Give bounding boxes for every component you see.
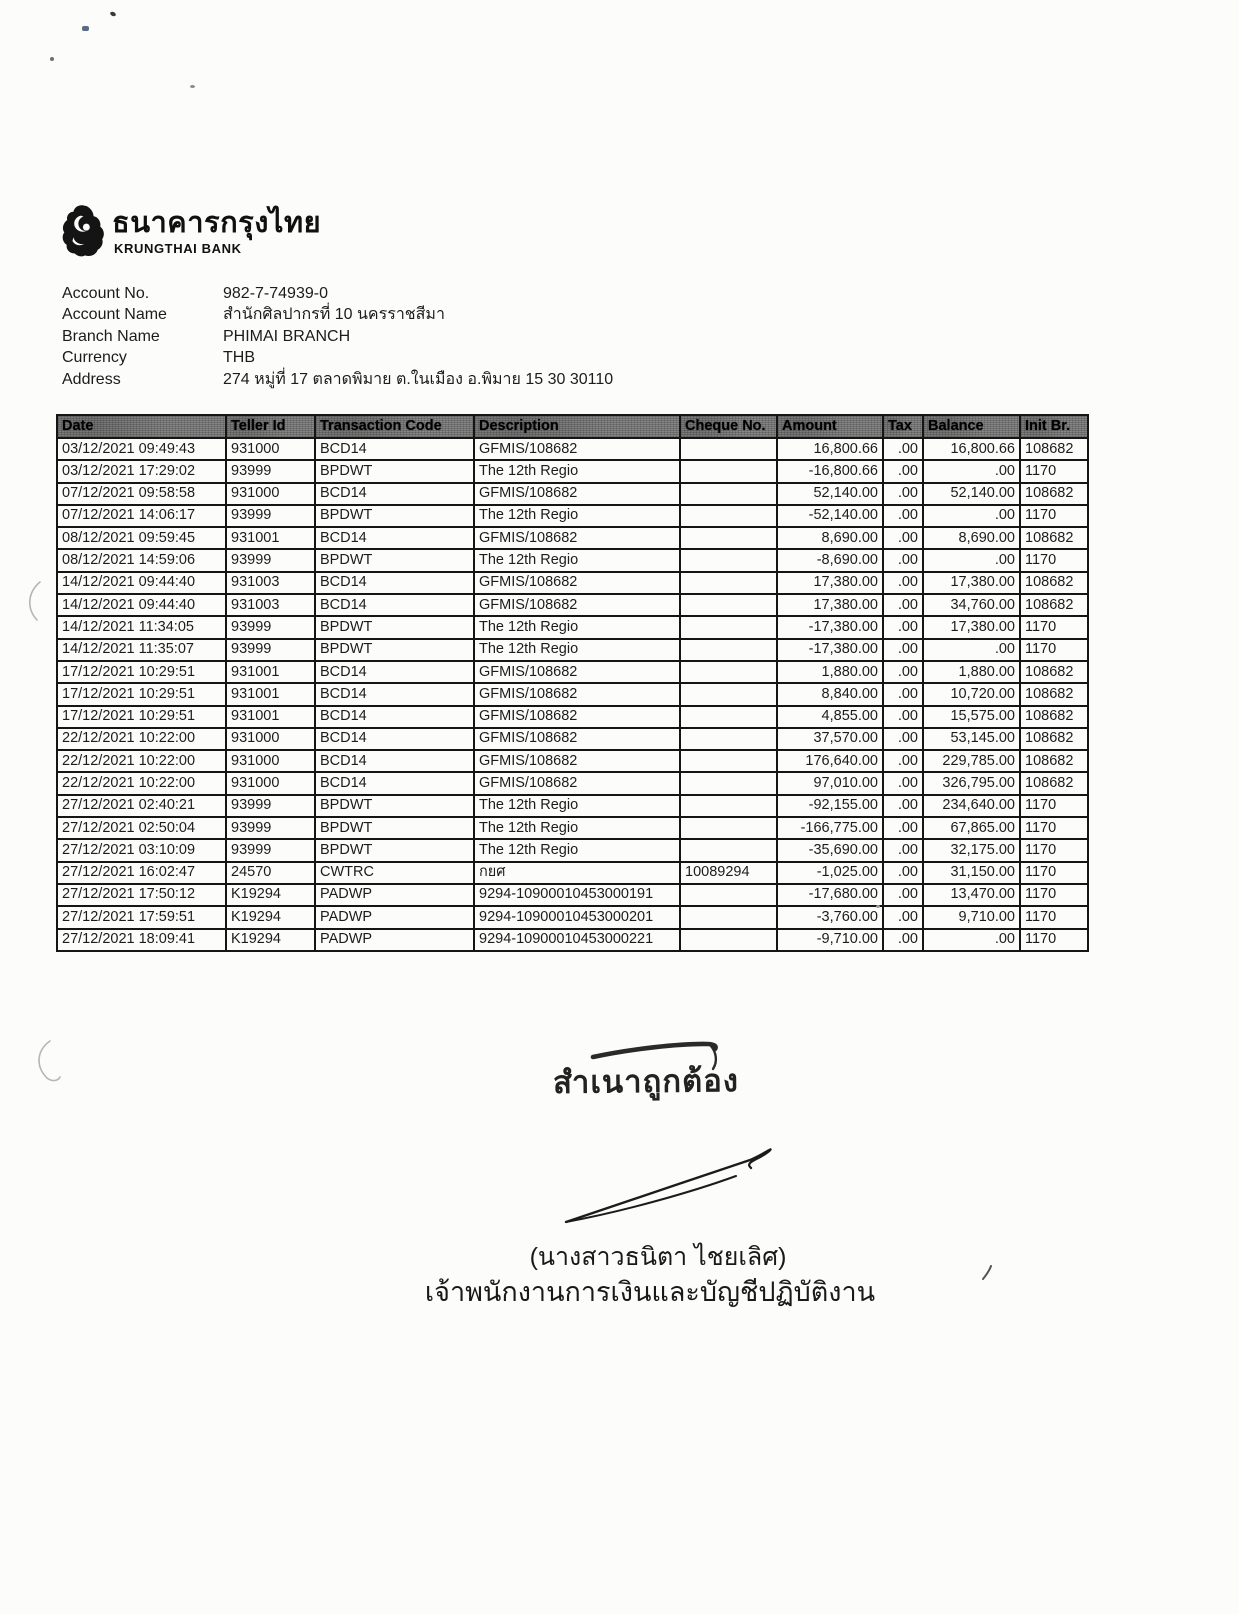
table-cell: 229,785.00 (923, 750, 1020, 772)
account-name-label: Account Name (62, 306, 167, 324)
table-cell: 17/12/2021 10:29:51 (57, 661, 226, 683)
table-cell: 52,140.00 (777, 483, 883, 505)
table-cell: 1170 (1020, 549, 1088, 571)
table-cell: .00 (883, 884, 923, 906)
table-cell: BCD14 (315, 438, 474, 460)
table-cell (680, 706, 777, 728)
table-cell: .00 (883, 750, 923, 772)
table-cell: BPDWT (315, 817, 474, 839)
table-cell: 108682 (1020, 438, 1088, 460)
table-cell: 931003 (226, 594, 315, 616)
table-cell: 27/12/2021 17:50:12 (57, 884, 226, 906)
account-info (62, 283, 613, 390)
table-cell: The 12th Regio (474, 795, 680, 817)
table-row (57, 505, 1088, 527)
table-cell: The 12th Regio (474, 817, 680, 839)
table-cell (680, 438, 777, 460)
table-cell: BCD14 (315, 594, 474, 616)
col-header-date: Date (57, 415, 226, 438)
table-header-row (57, 415, 1088, 438)
branch-name-value: PHIMAI BRANCH (223, 327, 351, 345)
table-cell: .00 (883, 839, 923, 861)
signer-title: เจ้าพนักงานการเงินและบัญชีปฏิบัติงาน (424, 1277, 876, 1307)
table-cell: 108682 (1020, 728, 1088, 750)
margin-scan-curve (34, 1038, 62, 1088)
col-header-amount: Amount (777, 415, 883, 438)
table-row (57, 750, 1088, 772)
table-row (57, 683, 1088, 705)
table-cell: 14/12/2021 11:35:07 (57, 639, 226, 661)
table-cell (680, 929, 777, 951)
table-cell: 931000 (226, 772, 315, 794)
table-row (57, 906, 1088, 928)
table-cell: .00 (883, 706, 923, 728)
table-cell: GFMIS/108682 (474, 594, 680, 616)
address-label: Address (62, 370, 121, 388)
table-cell: PADWP (315, 884, 474, 906)
table-cell: 24570 (226, 862, 315, 884)
scan-speck (876, 905, 880, 908)
table-cell: 931000 (226, 750, 315, 772)
bank-name-english: KRUNGTHAI BANK (114, 241, 242, 257)
table-cell: -52,140.00 (777, 505, 883, 527)
table-cell: .00 (923, 505, 1020, 527)
table-cell: 13,470.00 (923, 884, 1020, 906)
table-cell: -35,690.00 (777, 839, 883, 861)
table-cell: The 12th Regio (474, 839, 680, 861)
table-cell: 27/12/2021 17:59:51 (57, 906, 226, 928)
table-cell: -17,680.00 (777, 884, 883, 906)
table-cell: .00 (883, 460, 923, 482)
table-row (57, 438, 1088, 460)
table-cell: 17/12/2021 10:29:51 (57, 683, 226, 705)
table-cell: 14/12/2021 11:34:05 (57, 616, 226, 638)
table-cell (680, 795, 777, 817)
branch-name-row (62, 326, 613, 347)
table-cell: BCD14 (315, 728, 474, 750)
table-cell: GFMIS/108682 (474, 706, 680, 728)
table-row (57, 795, 1088, 817)
table-row (57, 483, 1088, 505)
table-cell: .00 (923, 549, 1020, 571)
table-cell: CWTRC (315, 862, 474, 884)
table-row (57, 772, 1088, 794)
table-cell: 27/12/2021 02:40:21 (57, 795, 226, 817)
table-cell: BCD14 (315, 706, 474, 728)
col-header-init-br: Init Br. (1020, 415, 1088, 438)
table-cell: The 12th Regio (474, 505, 680, 527)
table-cell: 15,575.00 (923, 706, 1020, 728)
table-row (57, 594, 1088, 616)
table-cell: GFMIS/108682 (474, 728, 680, 750)
table-row (57, 639, 1088, 661)
pen-tick-mark (980, 1264, 996, 1282)
table-row (57, 884, 1088, 906)
statement-table-body (57, 438, 1088, 951)
col-header-transaction-code: Transaction Code (315, 415, 474, 438)
table-cell: -3,760.00 (777, 906, 883, 928)
table-cell: 16,800.66 (923, 438, 1020, 460)
table-cell (680, 884, 777, 906)
table-cell: .00 (883, 683, 923, 705)
table-cell: .00 (883, 483, 923, 505)
table-cell (680, 661, 777, 683)
table-cell (680, 839, 777, 861)
table-cell: 07/12/2021 09:58:58 (57, 483, 226, 505)
table-cell: 93999 (226, 460, 315, 482)
table-cell: The 12th Regio (474, 549, 680, 571)
table-cell: 108682 (1020, 527, 1088, 549)
transactions-table (56, 414, 1089, 952)
table-cell: 10,720.00 (923, 683, 1020, 705)
account-number-value: 982-7-74939-0 (223, 285, 328, 302)
table-cell: 07/12/2021 14:06:17 (57, 505, 226, 527)
table-cell: 176,640.00 (777, 750, 883, 772)
table-cell: GFMIS/108682 (474, 438, 680, 460)
account-name-row (62, 304, 613, 325)
table-cell: BPDWT (315, 549, 474, 571)
table-cell: 931001 (226, 706, 315, 728)
table-cell: BCD14 (315, 572, 474, 594)
table-cell: 32,175.00 (923, 839, 1020, 861)
table-cell: .00 (883, 505, 923, 527)
table-cell: .00 (883, 527, 923, 549)
address-value: 274 หมู่ที่ 17 ตลาดพิมาย ต.ในเมือง อ.พิมาย 15 30 30110 (223, 370, 614, 388)
table-cell: 1,880.00 (923, 661, 1020, 683)
krungthai-bird-icon (60, 202, 106, 258)
table-cell: 9294-10900010453000221 (474, 929, 680, 951)
table-cell: 10089294 (680, 862, 777, 884)
table-cell: 17/12/2021 10:29:51 (57, 706, 226, 728)
table-cell: 108682 (1020, 772, 1088, 794)
table-cell: 93999 (226, 817, 315, 839)
table-cell: 31,150.00 (923, 862, 1020, 884)
table-cell: 108682 (1020, 594, 1088, 616)
table-cell: 14/12/2021 09:44:40 (57, 572, 226, 594)
table-cell: .00 (883, 862, 923, 884)
table-cell (680, 505, 777, 527)
table-cell: -8,690.00 (777, 549, 883, 571)
table-cell: .00 (883, 616, 923, 638)
table-cell: 22/12/2021 10:22:00 (57, 772, 226, 794)
table-cell: BCD14 (315, 683, 474, 705)
table-cell: BCD14 (315, 750, 474, 772)
table-cell: 22/12/2021 10:22:00 (57, 750, 226, 772)
table-row (57, 460, 1088, 482)
scan-speck (109, 11, 116, 17)
table-cell: 931000 (226, 438, 315, 460)
table-cell: BCD14 (315, 661, 474, 683)
table-cell: K19294 (226, 906, 315, 928)
table-cell: 9,710.00 (923, 906, 1020, 928)
table-cell: 931001 (226, 683, 315, 705)
table-cell (680, 772, 777, 794)
table-cell: 93999 (226, 549, 315, 571)
table-cell: The 12th Regio (474, 460, 680, 482)
scan-speck (82, 26, 89, 31)
table-cell: 1170 (1020, 460, 1088, 482)
col-header-teller-id: Teller Id (226, 415, 315, 438)
table-cell: BPDWT (315, 839, 474, 861)
table-cell: GFMIS/108682 (474, 527, 680, 549)
table-cell: 27/12/2021 18:09:41 (57, 929, 226, 951)
table-cell: BCD14 (315, 772, 474, 794)
col-header-cheque-no: Cheque No. (680, 415, 777, 438)
table-cell: 234,640.00 (923, 795, 1020, 817)
table-cell (680, 594, 777, 616)
table-row (57, 862, 1088, 884)
table-cell: 27/12/2021 02:50:04 (57, 817, 226, 839)
table-row (57, 616, 1088, 638)
table-cell: 1170 (1020, 639, 1088, 661)
table-cell: 93999 (226, 616, 315, 638)
table-cell: GFMIS/108682 (474, 683, 680, 705)
table-cell: 8,840.00 (777, 683, 883, 705)
table-cell: .00 (883, 817, 923, 839)
table-cell: .00 (883, 772, 923, 794)
table-cell (680, 728, 777, 750)
table-cell: 17,380.00 (923, 616, 1020, 638)
table-cell: 108682 (1020, 706, 1088, 728)
table-row (57, 549, 1088, 571)
scan-speck (50, 57, 54, 61)
table-cell: BPDWT (315, 505, 474, 527)
certified-copy-stamp: สำเนาถูกต้อง (552, 1063, 740, 1100)
table-cell: 08/12/2021 14:59:06 (57, 549, 226, 571)
table-row (57, 661, 1088, 683)
table-cell: 17,380.00 (923, 572, 1020, 594)
table-cell: BCD14 (315, 483, 474, 505)
table-cell: 93999 (226, 839, 315, 861)
table-cell (680, 483, 777, 505)
table-cell: .00 (883, 594, 923, 616)
table-cell: 108682 (1020, 483, 1088, 505)
table-cell (680, 817, 777, 839)
table-cell: 1170 (1020, 616, 1088, 638)
table-cell (680, 906, 777, 928)
table-cell: -17,380.00 (777, 639, 883, 661)
table-cell: 34,760.00 (923, 594, 1020, 616)
table-cell: 03/12/2021 17:29:02 (57, 460, 226, 482)
table-cell: BPDWT (315, 795, 474, 817)
table-cell: 22/12/2021 10:22:00 (57, 728, 226, 750)
table-cell (680, 750, 777, 772)
table-cell: 1170 (1020, 505, 1088, 527)
table-cell: PADWP (315, 906, 474, 928)
table-cell (680, 572, 777, 594)
table-cell: GFMIS/108682 (474, 772, 680, 794)
table-cell: 1170 (1020, 839, 1088, 861)
scan-speck (190, 85, 195, 88)
account-number-row (62, 283, 613, 304)
table-cell: BPDWT (315, 460, 474, 482)
table-cell: .00 (923, 460, 1020, 482)
table-cell: BPDWT (315, 639, 474, 661)
table-cell: 931000 (226, 728, 315, 750)
table-cell: กยศ (474, 862, 680, 884)
table-cell: .00 (883, 929, 923, 951)
table-cell: GFMIS/108682 (474, 661, 680, 683)
table-cell: 1170 (1020, 817, 1088, 839)
table-cell: .00 (883, 572, 923, 594)
table-cell: 93999 (226, 505, 315, 527)
table-cell (680, 460, 777, 482)
table-cell: 931001 (226, 527, 315, 549)
signature (540, 1128, 790, 1238)
table-cell: K19294 (226, 929, 315, 951)
table-cell: 1,880.00 (777, 661, 883, 683)
table-cell: PADWP (315, 929, 474, 951)
table-cell: 27/12/2021 16:02:47 (57, 862, 226, 884)
table-cell: 1170 (1020, 929, 1088, 951)
table-cell: .00 (883, 639, 923, 661)
table-cell: 931001 (226, 661, 315, 683)
table-cell: 97,010.00 (777, 772, 883, 794)
table-cell: -17,380.00 (777, 616, 883, 638)
account-number-label: Account No. (62, 285, 150, 302)
table-cell: 931003 (226, 572, 315, 594)
table-cell: .00 (883, 549, 923, 571)
table-cell: 37,570.00 (777, 728, 883, 750)
table-cell: BCD14 (315, 527, 474, 549)
table-cell (680, 683, 777, 705)
table-cell: 4,855.00 (777, 706, 883, 728)
table-cell: 67,865.00 (923, 817, 1020, 839)
table-cell: GFMIS/108682 (474, 483, 680, 505)
table-cell: The 12th Regio (474, 639, 680, 661)
account-name-value: สำนักศิลปากรที่ 10 นครราชสีมา (223, 306, 445, 324)
table-cell: 52,140.00 (923, 483, 1020, 505)
table-cell: -1,025.00 (777, 862, 883, 884)
table-row (57, 706, 1088, 728)
table-cell (680, 527, 777, 549)
table-cell: K19294 (226, 884, 315, 906)
table-cell (680, 639, 777, 661)
table-cell: 108682 (1020, 572, 1088, 594)
table-cell: 53,145.00 (923, 728, 1020, 750)
table-cell: 93999 (226, 795, 315, 817)
table-cell: -166,775.00 (777, 817, 883, 839)
bank-logo (60, 202, 321, 258)
table-cell (680, 549, 777, 571)
table-cell: 03/12/2021 09:49:43 (57, 438, 226, 460)
table-cell: 108682 (1020, 661, 1088, 683)
table-cell: .00 (883, 795, 923, 817)
table-row (57, 572, 1088, 594)
col-header-balance: Balance (923, 415, 1020, 438)
table-cell: 17,380.00 (777, 572, 883, 594)
currency-label: Currency (62, 349, 127, 367)
signer-name: (นางสาวธนิตา ไชยเลิศ) (529, 1243, 787, 1271)
table-cell: GFMIS/108682 (474, 750, 680, 772)
table-cell: 93999 (226, 639, 315, 661)
table-cell: 326,795.00 (923, 772, 1020, 794)
table-row (57, 527, 1088, 549)
table-cell: 1170 (1020, 862, 1088, 884)
table-cell: .00 (883, 438, 923, 460)
table-cell: .00 (923, 929, 1020, 951)
table-cell (680, 616, 777, 638)
table-cell: BPDWT (315, 616, 474, 638)
table-cell: The 12th Regio (474, 616, 680, 638)
table-row (57, 839, 1088, 861)
table-cell: -92,155.00 (777, 795, 883, 817)
table-cell: -9,710.00 (777, 929, 883, 951)
table-row (57, 929, 1088, 951)
table-cell: 14/12/2021 09:44:40 (57, 594, 226, 616)
table-cell: 08/12/2021 09:59:45 (57, 527, 226, 549)
table-cell: 8,690.00 (923, 527, 1020, 549)
table-cell: 9294-10900010453000201 (474, 906, 680, 928)
table-cell: 27/12/2021 03:10:09 (57, 839, 226, 861)
table-cell: -16,800.66 (777, 460, 883, 482)
currency-row (62, 347, 613, 368)
currency-value: THB (223, 349, 255, 367)
table-row (57, 728, 1088, 750)
branch-name-label: Branch Name (62, 327, 160, 345)
bank-name-thai: ธนาคารกรุงไทย (112, 207, 322, 239)
table-cell: .00 (883, 906, 923, 928)
table-cell: 8,690.00 (777, 527, 883, 549)
table-cell: GFMIS/108682 (474, 572, 680, 594)
table-cell: 108682 (1020, 750, 1088, 772)
table-row (57, 817, 1088, 839)
table-cell: .00 (923, 639, 1020, 661)
col-header-description: Description (474, 415, 680, 438)
table-cell: 931000 (226, 483, 315, 505)
table-cell: .00 (883, 728, 923, 750)
table-cell: 1170 (1020, 884, 1088, 906)
table-cell: .00 (883, 661, 923, 683)
col-header-tax: Tax (883, 415, 923, 438)
margin-scan-curve (22, 578, 46, 626)
table-cell: 9294-10900010453000191 (474, 884, 680, 906)
table-cell: 17,380.00 (777, 594, 883, 616)
table-cell: 108682 (1020, 683, 1088, 705)
address-row (62, 369, 613, 390)
table-cell: 16,800.66 (777, 438, 883, 460)
table-cell: 1170 (1020, 795, 1088, 817)
table-cell: 1170 (1020, 906, 1088, 928)
